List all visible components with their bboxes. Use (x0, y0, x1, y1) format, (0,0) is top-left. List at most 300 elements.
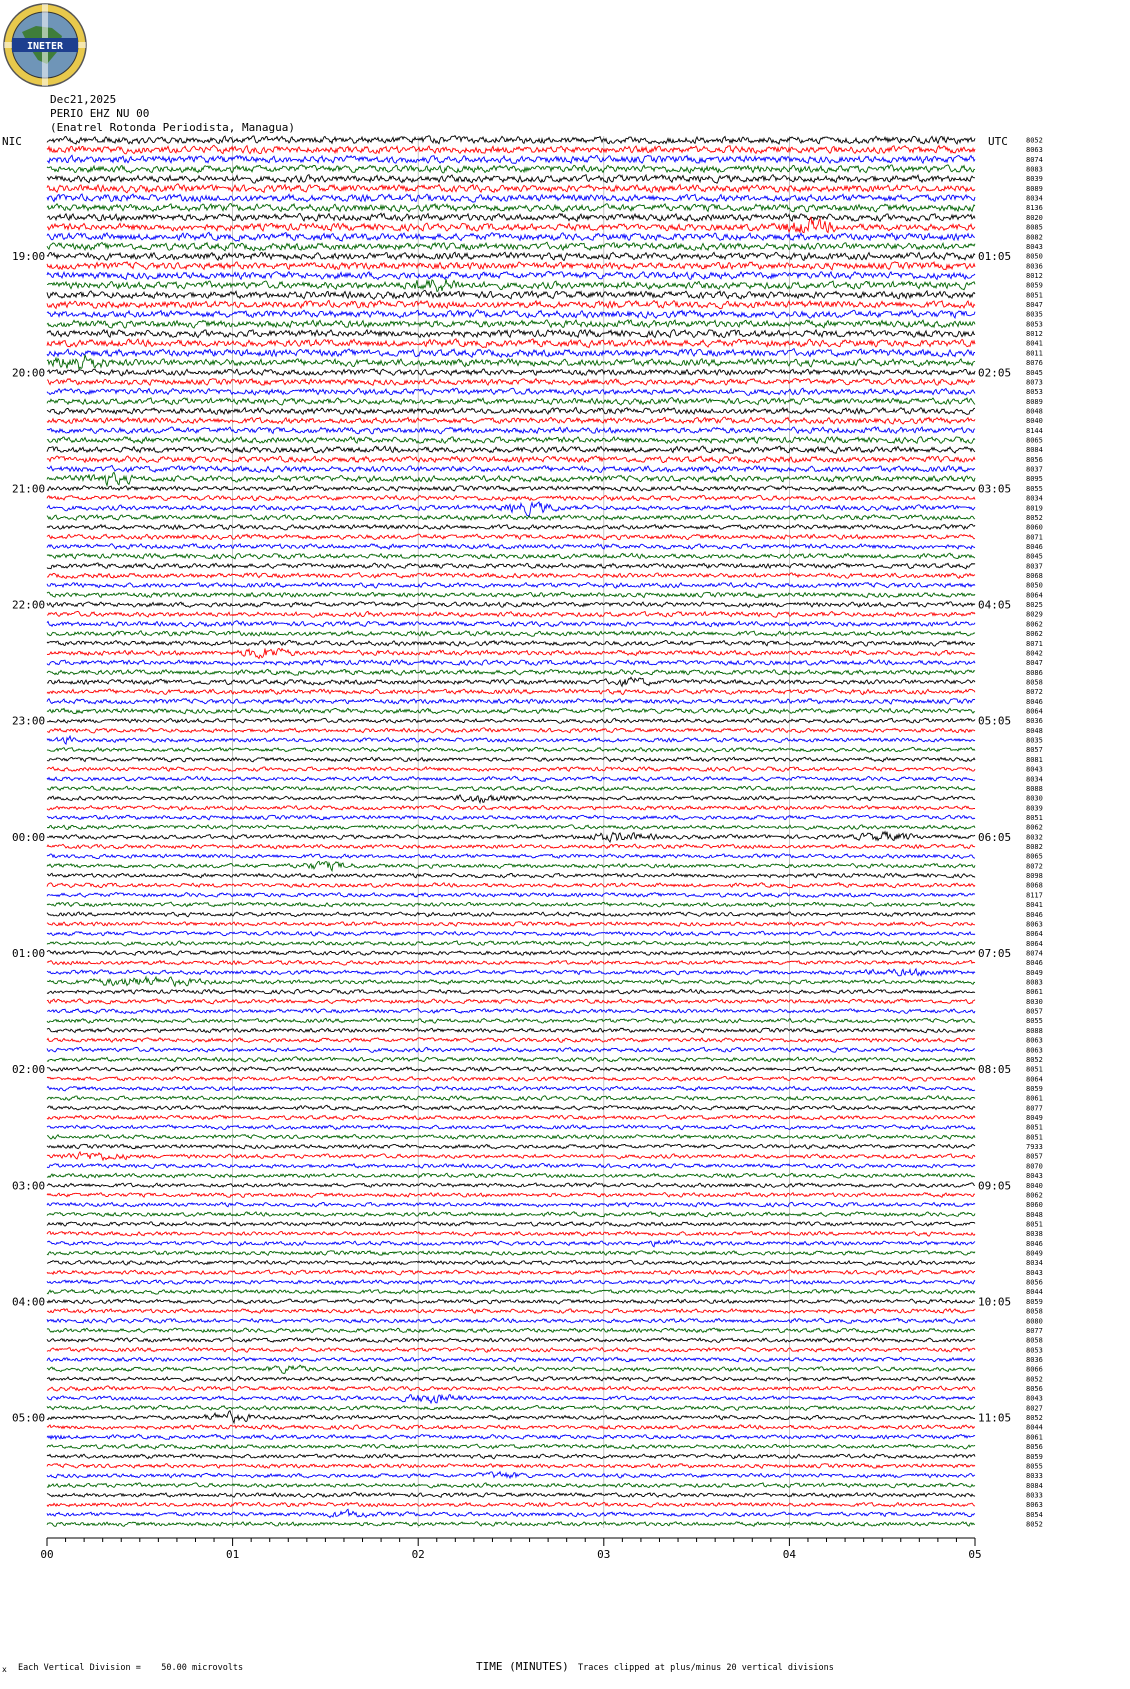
trace-125 (47, 1348, 975, 1353)
trace-0 (47, 136, 975, 144)
trace-1 (47, 145, 975, 154)
trace-count-label: 8052 (1026, 513, 1043, 522)
trace-count-label: 8049 (1026, 1114, 1043, 1123)
x-tick-label: 05 (968, 1548, 982, 1561)
trace-count-label: 8036 (1026, 717, 1043, 726)
trace-109 (47, 1193, 975, 1198)
trace-count-label: 8046 (1026, 542, 1043, 551)
trace-count-label: 8064 (1026, 939, 1043, 948)
trace-count-label: 8011 (1026, 349, 1043, 358)
trace-count-label: 8052 (1026, 1375, 1043, 1384)
trace-count-label: 8056 (1026, 455, 1043, 464)
trace-count-label: 8088 (1026, 784, 1043, 793)
trace-count-label: 8063 (1026, 1036, 1043, 1045)
trace-23 (47, 355, 975, 370)
trace-73 (47, 844, 975, 849)
trace-count-label: 8063 (1026, 920, 1043, 929)
trace-count-label: 8059 (1026, 1297, 1043, 1306)
trace-count-label: 8062 (1026, 620, 1043, 629)
left-timezone-label: NIC (2, 135, 22, 148)
trace-95 (47, 1057, 975, 1062)
trace-count-label: 8046 (1026, 697, 1043, 706)
trace-16 (47, 290, 975, 299)
trace-112 (47, 1222, 975, 1227)
trace-97 (47, 1076, 975, 1081)
trace-19 (47, 320, 975, 328)
trace-count-label: 8045 (1026, 368, 1043, 377)
trace-count-label: 8073 (1026, 378, 1043, 387)
trace-5 (47, 184, 975, 193)
trace-52 (47, 640, 975, 646)
trace-count-label: 8068 (1026, 572, 1043, 581)
trace-69 (47, 806, 975, 811)
trace-128 (47, 1376, 975, 1381)
trace-30 (47, 427, 975, 434)
trace-83 (47, 941, 975, 946)
trace-75 (47, 861, 975, 871)
trace-119 (47, 1289, 975, 1294)
trace-65 (47, 767, 975, 772)
trace-count-label: 8080 (1026, 1317, 1043, 1326)
trace-120 (47, 1299, 975, 1304)
left-hour-label: 21:00 (12, 482, 46, 496)
trace-count-label: 8057 (1026, 746, 1043, 755)
trace-77 (47, 883, 975, 888)
x-axis-label: TIME (MINUTES) (476, 1660, 569, 1673)
trace-142 (47, 1509, 975, 1517)
trace-40 (47, 524, 975, 530)
trace-count-label: 8051 (1026, 291, 1043, 300)
trace-count-label: 8035 (1026, 310, 1043, 319)
trace-count-label: 8043 (1026, 765, 1043, 774)
x-tick-label: 04 (782, 1548, 797, 1561)
trace-130 (47, 1395, 975, 1404)
trace-54 (47, 660, 975, 666)
trace-count-label: 8055 (1026, 1017, 1043, 1026)
trace-count-label: 8064 (1026, 930, 1043, 939)
trace-count-label: 8051 (1026, 813, 1043, 822)
trace-count-label: 8046 (1026, 959, 1043, 968)
trace-count-label: 8055 (1026, 1462, 1043, 1471)
trace-count-label: 8061 (1026, 988, 1043, 997)
trace-count-label: 8063 (1026, 1046, 1043, 1055)
trace-80 (47, 912, 975, 917)
trace-85 (47, 960, 975, 965)
trace-87 (47, 977, 975, 986)
left-hour-label: 04:00 (12, 1295, 46, 1309)
trace-count-label: 8043 (1026, 1268, 1043, 1277)
trace-count-label: 8054 (1026, 1510, 1043, 1519)
trace-count-label: 8051 (1026, 1133, 1043, 1142)
trace-15 (47, 279, 975, 291)
trace-count-label: 8061 (1026, 1094, 1043, 1103)
trace-count-label: 8042 (1026, 649, 1043, 658)
right-hour-label: 02:05 (978, 366, 1012, 380)
trace-count-label: 8050 (1026, 581, 1043, 590)
trace-43 (47, 553, 975, 559)
trace-count-label: 8043 (1026, 1394, 1043, 1403)
trace-count-label: 8071 (1026, 533, 1043, 542)
trace-114 (47, 1240, 975, 1247)
right-hour-label: 10:05 (978, 1295, 1012, 1309)
trace-134 (47, 1434, 975, 1439)
trace-count-label: 8072 (1026, 688, 1043, 697)
trace-count-label: 8063 (1026, 1501, 1043, 1510)
left-hour-label: 23:00 (12, 714, 46, 728)
trace-count-label: 8089 (1026, 397, 1043, 406)
trace-count-label: 8047 (1026, 301, 1043, 310)
trace-74 (47, 854, 975, 859)
trace-118 (47, 1280, 975, 1285)
trace-67 (47, 786, 975, 791)
trace-8 (47, 213, 975, 221)
trace-count-label: 8039 (1026, 175, 1043, 184)
trace-101 (47, 1115, 975, 1120)
trace-79 (47, 902, 975, 907)
trace-58 (47, 699, 975, 704)
trace-41 (47, 534, 975, 540)
trace-49 (47, 611, 975, 617)
trace-count-label: 8060 (1026, 523, 1043, 532)
footer-marker: x (2, 1665, 7, 1674)
trace-count-label: 8064 (1026, 1075, 1043, 1084)
trace-124 (47, 1338, 975, 1343)
trace-count-label: 8034 (1026, 775, 1043, 784)
location-label: (Enatrel Rotonda Periodista, Managua) (50, 121, 296, 134)
trace-51 (47, 631, 975, 637)
trace-count-label: 8072 (1026, 862, 1043, 871)
trace-111 (47, 1212, 975, 1217)
trace-127 (47, 1365, 975, 1373)
clip-note: Traces clipped at plus/minus 20 vertical divisions (578, 1663, 834, 1673)
trace-count-label: 8040 (1026, 417, 1043, 426)
trace-2 (47, 155, 975, 163)
trace-count-label: 8035 (1026, 736, 1043, 745)
trace-31 (47, 437, 975, 444)
trace-123 (47, 1328, 975, 1333)
trace-count-label: 8030 (1026, 794, 1043, 803)
trace-count-label: 8059 (1026, 281, 1043, 290)
trace-count-label: 8088 (1026, 1026, 1043, 1035)
trace-count-label: 8081 (1026, 755, 1043, 764)
trace-11 (47, 242, 975, 251)
trace-count-label: 8077 (1026, 1326, 1043, 1335)
trace-81 (47, 922, 975, 927)
trace-count-label: 8058 (1026, 678, 1043, 687)
x-tick-label: 02 (411, 1548, 425, 1561)
trace-count-label: 8083 (1026, 165, 1043, 174)
trace-82 (47, 931, 975, 936)
trace-count-label: 8082 (1026, 843, 1043, 852)
trace-count-label: 8066 (1026, 1365, 1043, 1374)
trace-115 (47, 1251, 975, 1256)
trace-56 (47, 677, 975, 686)
trace-count-label: 8053 (1026, 1346, 1043, 1355)
trace-39 (47, 515, 975, 521)
right-hour-label: 01:05 (978, 250, 1012, 264)
trace-135 (47, 1444, 975, 1449)
trace-44 (47, 563, 975, 569)
trace-count-label: 8034 (1026, 194, 1043, 203)
left-hour-label: 05:00 (12, 1411, 46, 1425)
trace-count-label: 8058 (1026, 1307, 1043, 1316)
trace-count-label: 8020 (1026, 213, 1043, 222)
left-hour-label: 01:00 (12, 946, 46, 960)
trace-47 (47, 592, 975, 597)
trace-count-label: 8043 (1026, 242, 1043, 251)
trace-45 (47, 573, 975, 579)
trace-count-label: 8033 (1026, 1472, 1043, 1481)
trace-131 (47, 1405, 975, 1410)
trace-count-label: 8052 (1026, 1414, 1043, 1423)
x-tick-label: 03 (597, 1548, 611, 1561)
trace-count-label: 8048 (1026, 726, 1043, 735)
trace-129 (47, 1386, 975, 1391)
trace-count-label: 8062 (1026, 823, 1043, 832)
trace-78 (47, 893, 975, 898)
trace-22 (47, 349, 975, 358)
trace-count-label: 8033 (1026, 1491, 1043, 1500)
trace-121 (47, 1309, 975, 1314)
right-hour-label: 06:05 (978, 830, 1012, 844)
trace-count-label: 8037 (1026, 562, 1043, 571)
trace-70 (47, 815, 975, 820)
trace-count-label: 8029 (1026, 610, 1043, 619)
right-hour-label: 08:05 (978, 1063, 1012, 1077)
right-hour-label: 07:05 (978, 946, 1012, 960)
trace-48 (47, 602, 975, 608)
trace-count-label: 8059 (1026, 1084, 1043, 1093)
trace-count-label: 8057 (1026, 1007, 1043, 1016)
trace-count-label: 8039 (1026, 804, 1043, 813)
trace-12 (47, 252, 975, 260)
trace-133 (47, 1425, 975, 1430)
trace-28 (47, 408, 975, 415)
date-label: Dec21,2025 (50, 93, 117, 106)
trace-count-label: 8058 (1026, 1336, 1043, 1345)
trace-25 (47, 379, 975, 386)
trace-count-label: 8052 (1026, 1055, 1043, 1064)
trace-count-label: 8089 (1026, 184, 1043, 193)
trace-count-label: 8048 (1026, 1210, 1043, 1219)
trace-132 (47, 1411, 975, 1423)
trace-66 (47, 776, 975, 781)
scale-note: Each Vertical Division = 50.00 microvolts (18, 1663, 244, 1673)
trace-106 (47, 1163, 975, 1168)
trace-count-label: 8034 (1026, 1259, 1043, 1268)
trace-99 (47, 1096, 975, 1101)
trace-138 (47, 1472, 975, 1478)
trace-count-label: 8050 (1026, 252, 1043, 261)
trace-count-label: 8025 (1026, 601, 1043, 610)
trace-89 (47, 999, 975, 1004)
trace-72 (47, 832, 975, 842)
trace-94 (47, 1047, 975, 1052)
trace-count-label: 8052 (1026, 1520, 1043, 1529)
trace-139 (47, 1483, 975, 1488)
left-hour-labels (12, 250, 45, 1424)
trace-110 (47, 1202, 975, 1207)
trace-91 (47, 1018, 975, 1023)
trace-count-label: 8070 (1026, 1162, 1043, 1171)
trace-59 (47, 708, 975, 714)
trace-103 (47, 1135, 975, 1140)
trace-24 (47, 369, 975, 376)
trace-143 (47, 1522, 975, 1527)
trace-count-label: 8036 (1026, 262, 1043, 271)
trace-count-label: 8053 (1026, 320, 1043, 329)
trace-140 (47, 1492, 975, 1497)
trace-4 (47, 175, 975, 184)
trace-count-label: 8056 (1026, 1443, 1043, 1452)
trace-count-label: 8064 (1026, 591, 1043, 600)
trace-122 (47, 1318, 975, 1323)
trace-count-labels (1026, 137, 1043, 1529)
trace-88 (47, 989, 975, 994)
trace-84 (47, 951, 975, 956)
left-hour-label: 03:00 (12, 1179, 46, 1193)
trace-count-label: 8019 (1026, 504, 1043, 513)
trace-6 (47, 194, 975, 202)
trace-53 (47, 648, 975, 658)
trace-count-label: 8030 (1026, 997, 1043, 1006)
trace-count-label: 8065 (1026, 436, 1043, 445)
trace-count-label: 8049 (1026, 1249, 1043, 1258)
trace-count-label: 8032 (1026, 833, 1043, 842)
right-hour-label: 03:05 (978, 482, 1012, 496)
trace-35 (47, 472, 975, 485)
trace-count-label: 8051 (1026, 1220, 1043, 1229)
trace-37 (47, 495, 975, 501)
trace-102 (47, 1125, 975, 1130)
trace-count-label: 8068 (1026, 881, 1043, 890)
trace-count-label: 8065 (1026, 852, 1043, 861)
trace-count-label: 8051 (1026, 1123, 1043, 1132)
trace-count-label: 8043 (1026, 1172, 1043, 1181)
trace-count-label: 8098 (1026, 872, 1043, 881)
trace-count-label: 8084 (1026, 446, 1043, 455)
trace-61 (47, 728, 975, 733)
trace-count-label: 8037 (1026, 465, 1043, 474)
trace-count-label: 8038 (1026, 1230, 1043, 1239)
trace-104 (47, 1144, 975, 1149)
trace-137 (47, 1464, 975, 1469)
trace-38 (47, 502, 975, 517)
trace-count-label: 8041 (1026, 339, 1043, 348)
trace-36 (47, 486, 975, 491)
trace-count-label: 8046 (1026, 910, 1043, 919)
trace-90 (47, 1009, 975, 1014)
trace-count-label: 8071 (1026, 639, 1043, 648)
trace-13 (47, 262, 975, 270)
trace-18 (47, 310, 975, 318)
trace-count-label: 8044 (1026, 1288, 1043, 1297)
trace-32 (47, 446, 975, 453)
trace-count-label: 8062 (1026, 630, 1043, 639)
left-hour-label: 02:00 (12, 1063, 46, 1077)
trace-count-label: 8047 (1026, 659, 1043, 668)
trace-count-label: 8061 (1026, 1433, 1043, 1442)
right-hour-label: 05:05 (978, 714, 1012, 728)
trace-count-label: 8049 (1026, 968, 1043, 977)
trace-count-label: 8040 (1026, 1181, 1043, 1190)
trace-count-label: 8012 (1026, 271, 1043, 280)
trace-10 (47, 232, 975, 241)
trace-68 (47, 795, 975, 803)
trace-17 (47, 300, 975, 308)
left-hour-label: 00:00 (12, 830, 46, 844)
trace-count-label: 8076 (1026, 359, 1043, 368)
trace-86 (47, 969, 975, 976)
trace-21 (47, 339, 975, 348)
trace-count-label: 8074 (1026, 949, 1043, 958)
trace-29 (47, 417, 975, 424)
trace-count-label: 8144 (1026, 426, 1043, 435)
trace-count-label: 8057 (1026, 1152, 1043, 1161)
trace-100 (47, 1105, 975, 1110)
trace-93 (47, 1038, 975, 1043)
trace-57 (47, 689, 975, 695)
right-hour-label: 04:05 (978, 598, 1012, 612)
trace-3 (47, 165, 975, 173)
trace-20 (47, 330, 975, 338)
trace-count-label: 8055 (1026, 484, 1043, 493)
trace-count-label: 8084 (1026, 1481, 1043, 1490)
trace-105 (47, 1152, 975, 1160)
right-hour-label: 11:05 (978, 1411, 1012, 1425)
trace-71 (47, 825, 975, 830)
trace-27 (47, 398, 975, 406)
trace-count-label: 8063 (1026, 146, 1043, 155)
trace-count-label: 8044 (1026, 1423, 1043, 1432)
trace-count-label: 7933 (1026, 1143, 1043, 1152)
trace-62 (47, 736, 975, 744)
x-tick-label: 01 (225, 1548, 240, 1561)
trace-64 (47, 757, 975, 762)
right-hour-labels (978, 250, 1011, 1424)
trace-116 (47, 1260, 975, 1265)
trace-7 (47, 204, 975, 212)
trace-126 (47, 1357, 975, 1362)
trace-113 (47, 1231, 975, 1236)
trace-count-label: 8056 (1026, 1385, 1043, 1394)
trace-96 (47, 1067, 975, 1072)
trace-108 (47, 1183, 975, 1188)
trace-count-label: 8012 (1026, 330, 1043, 339)
trace-count-label: 8034 (1026, 494, 1043, 503)
left-hour-label: 20:00 (12, 366, 46, 380)
trace-count-label: 8074 (1026, 155, 1043, 164)
trace-count-label: 8117 (1026, 891, 1043, 900)
trace-count-label: 8086 (1026, 668, 1043, 677)
trace-count-label: 8060 (1026, 1201, 1043, 1210)
trace-141 (47, 1502, 975, 1507)
station-label: PERIO EHZ NU 00 (50, 107, 150, 120)
trace-34 (47, 465, 975, 472)
trace-count-label: 8064 (1026, 707, 1043, 716)
trace-group (47, 136, 975, 1527)
trace-count-label: 8046 (1026, 1239, 1043, 1248)
trace-count-label: 8041 (1026, 901, 1043, 910)
trace-50 (47, 621, 975, 627)
trace-55 (47, 669, 975, 675)
trace-count-label: 8062 (1026, 1191, 1043, 1200)
trace-33 (47, 456, 975, 463)
trace-14 (47, 271, 975, 279)
trace-92 (47, 1028, 975, 1033)
trace-count-label: 8085 (1026, 223, 1043, 232)
trace-count-label: 8056 (1026, 1278, 1043, 1287)
